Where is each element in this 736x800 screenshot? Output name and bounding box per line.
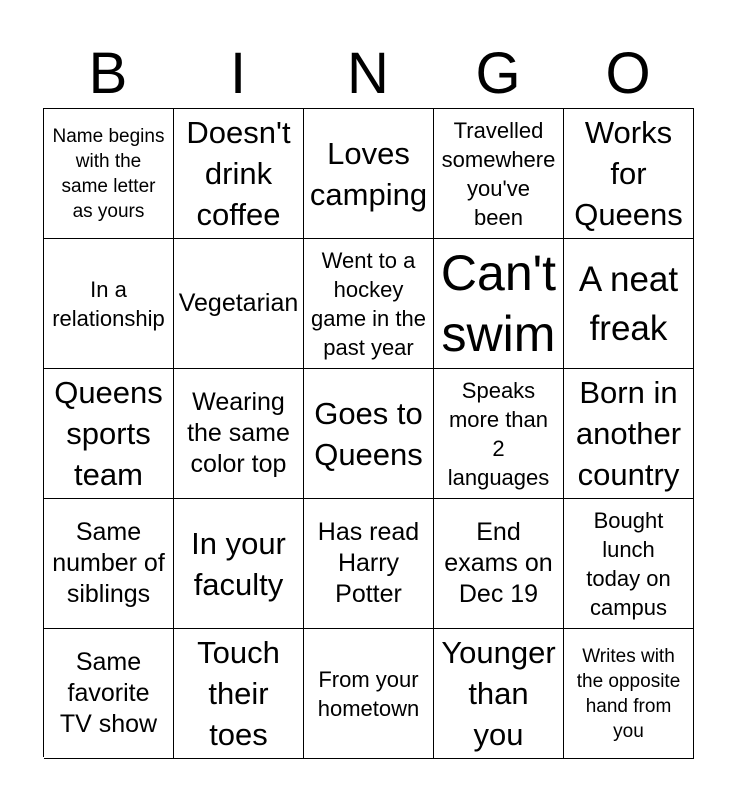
bingo-cell[interactable] <box>44 109 174 239</box>
cell-label: Name begins with the same letter as yours <box>52 125 165 222</box>
bingo-cell[interactable] <box>434 239 564 369</box>
bingo-cell[interactable] <box>304 629 434 759</box>
bingo-cell[interactable] <box>304 239 434 369</box>
cell-label: Loves camping <box>309 135 428 212</box>
bingo-cell[interactable] <box>174 239 304 369</box>
cell-label: Bought lunch today on campus <box>586 507 671 620</box>
bingo-header <box>43 40 693 108</box>
cell-label: Has read Harry Potter <box>317 518 420 608</box>
cell-label: Speaks more than 2 languages <box>447 377 550 490</box>
cell-label: Younger than you <box>441 635 556 752</box>
cell-label: From your hometown <box>317 666 420 721</box>
bingo-cell[interactable] <box>564 499 694 629</box>
cell-label: Works for Queens <box>574 115 683 232</box>
bingo-cell[interactable] <box>564 239 694 369</box>
cell-label: End exams on Dec 19 <box>444 518 553 608</box>
bingo-cell[interactable] <box>44 239 174 369</box>
bingo-cell[interactable] <box>174 109 304 239</box>
bingo-cell[interactable] <box>434 629 564 759</box>
bingo-cell[interactable] <box>434 109 564 239</box>
bingo-cell[interactable] <box>434 499 564 629</box>
cell-label: Went to a hockey game in the past year <box>311 247 426 360</box>
cell-label: Wearing the same color top <box>187 388 290 478</box>
bingo-cell[interactable] <box>304 369 434 499</box>
bingo-cell[interactable] <box>304 109 434 239</box>
cell-label: Same favorite TV show <box>59 648 158 738</box>
cell-label: Travelled somewhere you've been <box>441 117 556 230</box>
bingo-card-grid <box>43 108 694 757</box>
cell-label: In your faculty <box>191 525 286 602</box>
bingo-cell[interactable] <box>304 499 434 629</box>
bingo-cell[interactable] <box>564 629 694 759</box>
cell-label: Touch their toes <box>197 635 280 752</box>
header-letter-o: O <box>605 41 651 106</box>
bingo-cell[interactable] <box>564 369 694 499</box>
cell-label: Can't swim <box>440 244 557 362</box>
header-letter-i: I <box>229 41 247 106</box>
header-letter-n: N <box>347 41 389 106</box>
cell-label: Doesn't drink coffee <box>186 115 291 232</box>
header-letter-g: G <box>475 41 521 106</box>
header-letter-b: B <box>88 41 128 106</box>
bingo-cell[interactable] <box>44 629 174 759</box>
cell-label: Born in another country <box>575 375 682 492</box>
bingo-cell[interactable] <box>44 499 174 629</box>
cell-label: Queens sports team <box>54 375 163 492</box>
cell-label: A neat freak <box>578 259 679 348</box>
cell-label: In a relationship <box>52 276 165 331</box>
cell-label: Vegetarian <box>178 289 299 317</box>
bingo-cell[interactable] <box>174 369 304 499</box>
cell-label: Same number of siblings <box>52 518 165 608</box>
bingo-cell[interactable] <box>174 499 304 629</box>
cell-label: Goes to Queens <box>314 395 423 472</box>
bingo-cell[interactable] <box>44 369 174 499</box>
cell-label: Writes with the opposite hand from you <box>576 645 681 742</box>
bingo-cell[interactable] <box>174 629 304 759</box>
bingo-cell[interactable] <box>564 109 694 239</box>
bingo-cell[interactable] <box>434 369 564 499</box>
